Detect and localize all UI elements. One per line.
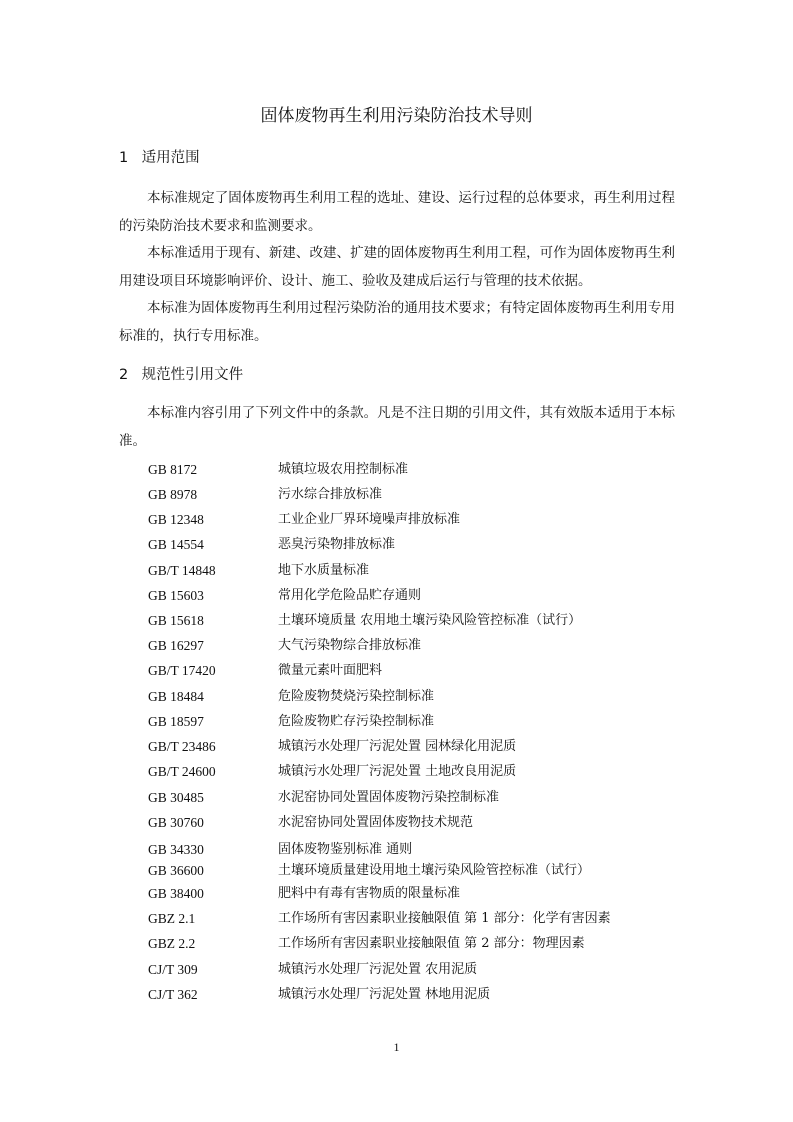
reference-item <box>148 762 688 782</box>
reference-code: GB 30485 <box>148 790 204 805</box>
reference-name: 地下水质量标准 <box>278 563 370 578</box>
paragraph: 本标准规定了固体废物再生利用工程的选址、建设、运行过程的总体要求，再生利用过程的污染防治技术要求和监测要求。 <box>119 190 675 234</box>
reference-name: 大气污染物综合排放标准 <box>278 638 422 653</box>
reference-code: CJ/T 362 <box>148 987 198 1002</box>
reference-code: GB 15618 <box>148 613 204 628</box>
reference-code: GBZ 2.2 <box>148 936 196 951</box>
reference-code: GB 8978 <box>148 487 198 502</box>
reference-code: GB 12348 <box>148 512 204 527</box>
reference-item <box>148 840 688 860</box>
reference-name: 工作场所有害因素职业接触限值 第 1 部分：化学有害因素 <box>278 911 611 926</box>
reference-item <box>148 586 688 606</box>
reference-code: GB/T 17420 <box>148 663 216 678</box>
reference-item <box>148 813 688 833</box>
page-number: 1 <box>393 1040 400 1054</box>
reference-name: 城镇污水处理厂污泥处置 土地改良用泥质 <box>278 764 517 779</box>
reference-item <box>148 485 688 505</box>
reference-name: 工业企业厂界环境噪声排放标准 <box>278 512 461 527</box>
reference-code: GBZ 2.1 <box>148 911 196 926</box>
reference-name: 肥料中有毒有害物质的限量标准 <box>278 886 461 901</box>
reference-name: 土壤环境质量 农用地土壤污染风险管控标准（试行） <box>278 613 582 628</box>
reference-item <box>148 661 688 681</box>
reference-item <box>148 861 688 881</box>
reference-name: 工作场所有害因素职业接触限值 第 2 部分：物理因素 <box>278 936 585 951</box>
reference-item <box>148 636 688 656</box>
paragraph: 本标准内容引用了下列文件中的条款。凡是不注日期的引用文件，其有效版本适用于本标准。 <box>119 405 675 449</box>
reference-name: 危险废物贮存污染控制标准 <box>278 714 435 729</box>
reference-code: GB 18484 <box>148 689 204 704</box>
reference-code: GB 14554 <box>148 537 204 552</box>
reference-code: GB 16297 <box>148 638 204 653</box>
reference-code: GB/T 24600 <box>148 764 216 779</box>
reference-item <box>148 611 688 631</box>
reference-item <box>148 884 688 904</box>
paragraph: 本标准适用于现有、新建、改建、扩建的固体废物再生利用工程，可作为固体废物再生利用建设项目环境影响评价、设计、施工、验收及建成后运行与管理的技术依据。 <box>119 245 675 289</box>
reference-item <box>148 934 688 954</box>
reference-item <box>148 687 688 707</box>
reference-name: 恶臭污染物排放标准 <box>278 537 396 552</box>
reference-code: GB/T 23486 <box>148 739 216 754</box>
section-number: 1 <box>119 150 129 166</box>
reference-name: 水泥窑协同处置固体废物技术规范 <box>278 815 474 830</box>
reference-name: 城镇垃圾农用控制标准 <box>278 462 409 477</box>
reference-name: 固体废物鉴别标准 通则 <box>278 842 413 857</box>
reference-name: 常用化学危险品贮存通则 <box>278 588 422 603</box>
reference-name: 土壤环境质量建设用地土壤污染风险管控标准（试行） <box>278 863 591 878</box>
reference-item <box>148 712 688 732</box>
reference-name: 污水综合排放标准 <box>278 487 383 502</box>
reference-item <box>148 909 688 929</box>
reference-code: GB 38400 <box>148 886 204 901</box>
document-title: 固体废物再生利用污染防治技术导则 <box>260 106 533 126</box>
reference-name: 城镇污水处理厂污泥处置 园林绿化用泥质 <box>278 739 517 754</box>
reference-code: GB 18597 <box>148 714 204 729</box>
section-title: 适用范围 <box>141 150 200 166</box>
reference-name: 城镇污水处理厂污泥处置 农用泥质 <box>278 962 478 977</box>
reference-code: CJ/T 309 <box>148 962 198 977</box>
reference-code: GB 15603 <box>148 588 204 603</box>
reference-item <box>148 737 688 757</box>
reference-name: 城镇污水处理厂污泥处置 林地用泥质 <box>278 987 491 1002</box>
reference-code: GB 34330 <box>148 842 204 857</box>
reference-item <box>148 561 688 581</box>
section-heading-scope <box>119 147 200 169</box>
reference-item <box>148 510 688 530</box>
reference-name: 危险废物焚烧污染控制标准 <box>278 689 435 704</box>
section-heading-normative-references <box>119 364 243 386</box>
reference-name: 水泥窑协同处置固体废物污染控制标准 <box>278 790 500 805</box>
reference-item <box>148 460 688 480</box>
reference-code: GB 36600 <box>148 863 204 878</box>
reference-item <box>148 960 688 980</box>
section-title: 规范性引用文件 <box>141 367 244 383</box>
reference-item <box>148 788 688 808</box>
reference-code: GB/T 14848 <box>148 563 216 578</box>
reference-code: GB 8172 <box>148 462 198 477</box>
section-number: 2 <box>119 367 129 383</box>
reference-name: 微量元素叶面肥料 <box>278 663 383 678</box>
paragraph: 本标准为固体废物再生利用过程污染防治的通用技术要求；有特定固体废物再生利用专用标准的，执行专用标准。 <box>119 300 675 344</box>
reference-item <box>148 535 688 555</box>
reference-code: GB 30760 <box>148 815 204 830</box>
reference-item <box>148 985 688 1005</box>
